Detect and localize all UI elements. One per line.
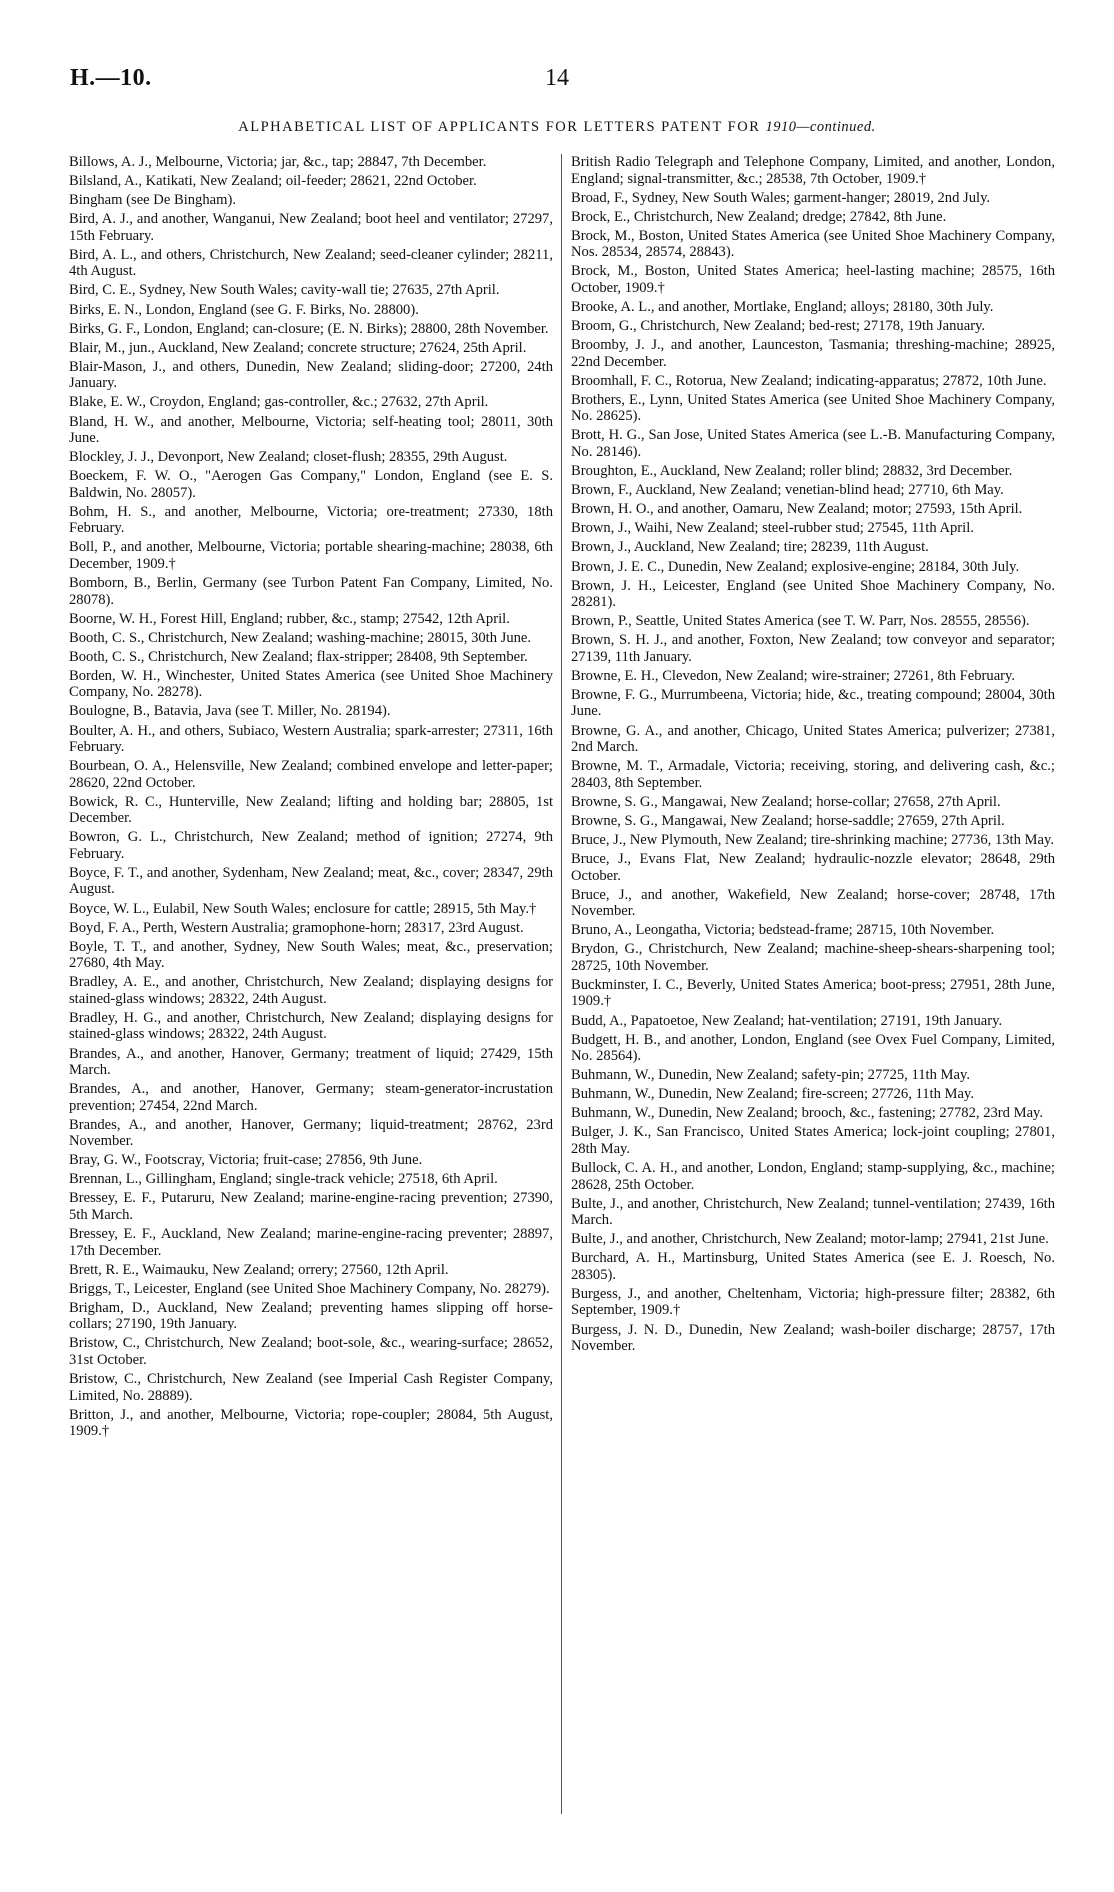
list-entry: Brandes, A., and another, Hanover, Germany; liquid-treatment; 28762, 23rd November. <box>69 1116 553 1150</box>
list-entry: Bomborn, B., Berlin, Germany (see Turbon Patent Fan Company, Limited, No. 28078). <box>69 575 553 608</box>
list-entry: Burgess, J., and another, Cheltenham, Victoria; high-pressure filter; 28382, 6th September, 1909.† <box>571 1285 1055 1319</box>
column-divider <box>561 154 562 1814</box>
list-entry: Budgett, H. B., and another, London, England (see Ovex Fuel Company, Limited, No. 28564). <box>571 1031 1055 1065</box>
list-entry: Bird, C. E., Sydney, New South Wales; cavity-wall tie; 27635, 27th April. <box>69 282 500 299</box>
list-entry: Bressey, E. F., Putaruru, New Zealand; marine-engine-racing prevention; 27390, 5th March. <box>69 1190 553 1223</box>
list-entry: Brock, E., Christchurch, New Zealand; dredge; 27842, 8th June. <box>571 208 947 225</box>
list-entry: Budd, A., Papatoetoe, New Zealand; hat-ventilation; 27191, 19th January. <box>571 1012 1003 1029</box>
list-entry: Browne, F. G., Murrumbeena, Victoria; hide, &c., treating compound; 28004, 30th June. <box>571 686 1055 720</box>
list-entry: Boyce, W. L., Eulabil, New South Wales; enclosure for cattle; 28915, 5th May.† <box>69 900 537 917</box>
list-entry: Broughton, E., Auckland, New Zealand; roller blind; 28832, 3rd December. <box>571 463 1013 480</box>
list-entry: Bilsland, A., Katikati, New Zealand; oil-feeder; 28621, 22nd October. <box>69 173 477 190</box>
list-entry: Boorne, W. H., Forest Hill, England; rubber, &c., stamp; 27542, 12th April. <box>69 610 510 627</box>
list-entry: Browne, E. H., Clevedon, New Zealand; wire-strainer; 27261, 8th February. <box>571 667 1016 684</box>
list-entry: Booth, C. S., Christchurch, New Zealand; flax-stripper; 28408, 9th September. <box>69 648 528 665</box>
list-entry: Burgess, J. N. D., Dunedin, New Zealand; wash-boiler discharge; 28757, 17th November. <box>571 1321 1055 1355</box>
right-column <box>571 154 1055 1357</box>
list-entry: Brott, H. G., San Jose, United States America (see L.-B. Manufacturing Company, No. 28146). <box>571 427 1055 460</box>
heading-title: ALPHABETICAL LIST OF APPLICANTS FOR LETTERS PATENT FOR <box>238 119 761 135</box>
list-entry: Brock, M., Boston, United States America (see United Shoe Machinery Company, Nos. 28534, 28574, 28843). <box>571 227 1055 261</box>
list-entry: Brandes, A., and another, Hanover, Germany; steam-generator-incrustation prevention; 27454, 22nd March. <box>69 1081 553 1114</box>
list-entry: Booth, C. S., Christchurch, New Zealand; washing-machine; 28015, 30th June. <box>69 629 532 646</box>
list-entry: Bulger, J. K., San Francisco, United States America; lock-joint coupling; 27801, 28th May. <box>571 1124 1055 1157</box>
list-entry: Borden, W. H., Winchester, United States America (see United Shoe Machinery Company, No. 28278). <box>69 667 553 701</box>
list-entry: Bruce, J., New Plymouth, New Zealand; tire-shrinking machine; 27736, 13th May. <box>571 831 1054 848</box>
list-entry: Briggs, T., Leicester, England (see United Shoe Machinery Company, No. 28279). <box>69 1280 550 1297</box>
list-entry: Brown, F., Auckland, New Zealand; venetian-blind head; 27710, 6th May. <box>571 482 1004 499</box>
list-entry: Brock, M., Boston, United States America; heel-lasting machine; 28575, 16th October, 1909.† <box>571 263 1055 296</box>
list-entry: Bulte, J., and another, Christchurch, New Zealand; tunnel-ventilation; 27439, 16th March. <box>571 1195 1055 1229</box>
list-entry: Bullock, C. A. H., and another, London, England; stamp-supplying, &c., machine; 28628, 25th October. <box>571 1160 1055 1193</box>
list-entry: Boyce, F. T., and another, Sydenham, New Zealand; meat, &c., cover; 28347, 29th August. <box>69 864 553 898</box>
list-entry: Bressey, E. F., Auckland, New Zealand; marine-engine-racing preventer; 28897, 17th December. <box>69 1226 553 1259</box>
list-entry: Bradley, H. G., and another, Christchurch, New Zealand; displaying designs for stained-glass windows; 28322, 24th August. <box>69 1009 553 1043</box>
page-number: 14 <box>545 65 569 91</box>
list-entry: Bowick, R. C., Hunterville, New Zealand; lifting and holding bar; 28805, 1st December. <box>69 793 553 827</box>
list-entry: Brydon, G., Christchurch, New Zealand; machine-sheep-shears-sharpening tool; 28725, 10th November. <box>571 941 1055 974</box>
list-entry: Browne, M. T., Armadale, Victoria; receiving, storing, and delivering cash, &c.; 28403, 8th September. <box>571 758 1055 791</box>
list-entry: Boyle, T. T., and another, Sydney, New South Wales; meat, &c., preservation; 27680, 4th May. <box>69 938 553 972</box>
list-entry: Browne, G. A., and another, Chicago, United States America; pulverizer; 27381, 2nd March. <box>571 722 1055 756</box>
list-entry: Bulte, J., and another, Christchurch, New Zealand; motor-lamp; 27941, 21st June. <box>571 1231 1049 1248</box>
list-entry: Brandes, A., and another, Hanover, Germany; treatment of liquid; 27429, 15th March. <box>69 1045 553 1078</box>
list-entry: Bird, A. L., and others, Christchurch, New Zealand; seed-cleaner cylinder; 28211, 4th August. <box>69 246 553 280</box>
list-entry: Boulter, A. H., and others, Subiaco, Western Australia; spark-arrester; 27311, 16th February. <box>69 722 553 756</box>
list-entry: Birks, E. N., London, England (see G. F. Birks, No. 28800). <box>69 301 419 318</box>
list-entry: Birks, G. F., London, England; can-closure; (E. N. Birks); 28800, 28th November. <box>69 320 549 337</box>
list-entry: Boeckem, F. W. O., "Aerogen Gas Company," London, England (see E. S. Baldwin, No. 28057). <box>69 468 553 501</box>
list-entry: Burchard, A. H., Martinsburg, United States America (see E. J. Roesch, No. 28305). <box>571 1250 1055 1283</box>
list-entry: Brigham, D., Auckland, New Zealand; preventing hames slipping off horse-collars; 27190, 19th January. <box>69 1299 553 1333</box>
list-entry: Broom, G., Christchurch, New Zealand; bed-rest; 27178, 19th January. <box>571 318 986 335</box>
heading-continued: 1910—continued. <box>765 119 876 135</box>
list-entry: Billows, A. J., Melbourne, Victoria; jar, &c., tap; 28847, 7th December. <box>69 154 487 170</box>
list-entry: Bray, G. W., Footscray, Victoria; fruit-case; 27856, 9th June. <box>69 1152 423 1169</box>
list-entry: Brown, H. O., and another, Oamaru, New Zealand; motor; 27593, 15th April. <box>571 501 1023 518</box>
list-entry: Brown, J., Waihi, New Zealand; steel-rubber stud; 27545, 11th April. <box>571 520 974 537</box>
list-entry: Brett, R. E., Waimauku, New Zealand; orrery; 27560, 12th April. <box>69 1261 449 1278</box>
list-entry: Bristow, C., Christchurch, New Zealand; boot-sole, &c., wearing-surface; 28652, 31st October. <box>69 1335 553 1368</box>
list-entry: Blair-Mason, J., and others, Dunedin, New Zealand; sliding-door; 27200, 24th January. <box>69 358 553 392</box>
left-column <box>69 154 553 1442</box>
list-entry: Brown, J. E. C., Dunedin, New Zealand; explosive-engine; 28184, 30th July. <box>571 558 1020 575</box>
list-entry: Bruce, J., and another, Wakefield, New Zealand; horse-cover; 28748, 17th November. <box>571 886 1055 920</box>
list-entry: Brown, J., Auckland, New Zealand; tire; 28239, 11th August. <box>571 539 929 556</box>
list-entry: Blockley, J. J., Devonport, New Zealand; closet-flush; 28355, 29th August. <box>69 449 508 466</box>
list-entry: Brothers, E., Lynn, United States America (see United Shoe Machinery Company, No. 28625). <box>571 391 1055 425</box>
list-entry: Buckminster, I. C., Beverly, United States America; boot-press; 27951, 28th June, 1909.† <box>571 976 1055 1010</box>
list-entry: Bowron, G. L., Christchurch, New Zealand; method of ignition; 27274, 9th February. <box>69 829 553 862</box>
list-entry: Brennan, L., Gillingham, England; single-track vehicle; 27518, 6th April. <box>69 1171 498 1188</box>
list-entry: Buhmann, W., Dunedin, New Zealand; brooch, &c., fastening; 27782, 23rd May. <box>571 1105 1044 1122</box>
list-entry: Brooke, A. L., and another, Mortlake, England; alloys; 28180, 30th July. <box>571 298 994 315</box>
list-entry: Buhmann, W., Dunedin, New Zealand; safety-pin; 27725, 11th May. <box>571 1067 970 1084</box>
list-entry: Broad, F., Sydney, New South Wales; garment-hanger; 28019, 2nd July. <box>571 189 991 206</box>
list-entry: Broomhall, F. C., Rotorua, New Zealand; indicating-apparatus; 27872, 10th June. <box>571 372 1047 389</box>
list-entry: Bohm, H. S., and another, Melbourne, Victoria; ore-treatment; 27330, 18th February. <box>69 503 553 537</box>
page-heading <box>0 119 1114 136</box>
list-entry: Boulogne, B., Batavia, Java (see T. Miller, No. 28194). <box>69 703 391 720</box>
list-entry: Browne, S. G., Mangawai, New Zealand; horse-saddle; 27659, 27th April. <box>571 812 1005 829</box>
document-reference: H.—10. <box>70 65 152 91</box>
list-entry: Britton, J., and another, Melbourne, Victoria; rope-coupler; 28084, 5th August, 1909.† <box>69 1406 553 1440</box>
list-entry: Broomby, J. J., and another, Launceston, Tasmania; threshing-machine; 28925, 22nd December. <box>571 337 1055 370</box>
list-entry: British Radio Telegraph and Telephone Company, Limited, and another, London, England; signal-transmitter, &c.; 28538, 7th October, 1909.† <box>571 154 1055 187</box>
list-entry: Bird, A. J., and another, Wanganui, New Zealand; boot heel and ventilator; 27297, 15th February. <box>69 211 553 244</box>
list-entry: Bourbean, O. A., Helensville, New Zealand; combined envelope and letter-paper; 28620, 22nd October. <box>69 758 553 791</box>
list-entry: Bingham (see De Bingham). <box>69 192 236 209</box>
list-entry: Brown, J. H., Leicester, England (see United Shoe Machinery Company, No. 28281). <box>571 577 1055 611</box>
list-entry: Brown, S. H. J., and another, Foxton, New Zealand; tow conveyor and separator; 27139, 11th January. <box>571 632 1055 665</box>
list-entry: Boyd, F. A., Perth, Western Australia; gramophone-horn; 28317, 23rd August. <box>69 919 524 936</box>
list-entry: Brown, P., Seattle, United States America (see T. W. Parr, Nos. 28555, 28556). <box>571 613 1030 630</box>
list-entry: Boll, P., and another, Melbourne, Victoria; portable shearing-machine; 28038, 6th December, 1909.† <box>69 539 553 572</box>
list-entry: Bruno, A., Leongatha, Victoria; bedstead-frame; 28715, 10th November. <box>571 922 995 939</box>
list-entry: Bland, H. W., and another, Melbourne, Victoria; self-heating tool; 28011, 30th June. <box>69 413 553 447</box>
list-entry: Buhmann, W., Dunedin, New Zealand; fire-screen; 27726, 11th May. <box>571 1086 974 1103</box>
list-entry: Bruce, J., Evans Flat, New Zealand; hydraulic-nozzle elevator; 28648, 29th October. <box>571 851 1055 884</box>
list-entry: Browne, S. G., Mangawai, New Zealand; horse-collar; 27658, 27th April. <box>571 793 1001 810</box>
list-entry: Blake, E. W., Croydon, England; gas-controller, &c.; 27632, 27th April. <box>69 394 489 411</box>
list-entry: Bradley, A. E., and another, Christchurch, New Zealand; displaying designs for stained-glass windows; 28322, 24th August. <box>69 974 553 1007</box>
list-entry: Blair, M., jun., Auckland, New Zealand; concrete structure; 27624, 25th April. <box>69 339 527 356</box>
list-entry: Bristow, C., Christchurch, New Zealand (see Imperial Cash Register Company, Limited, No. 28889). <box>69 1371 553 1404</box>
